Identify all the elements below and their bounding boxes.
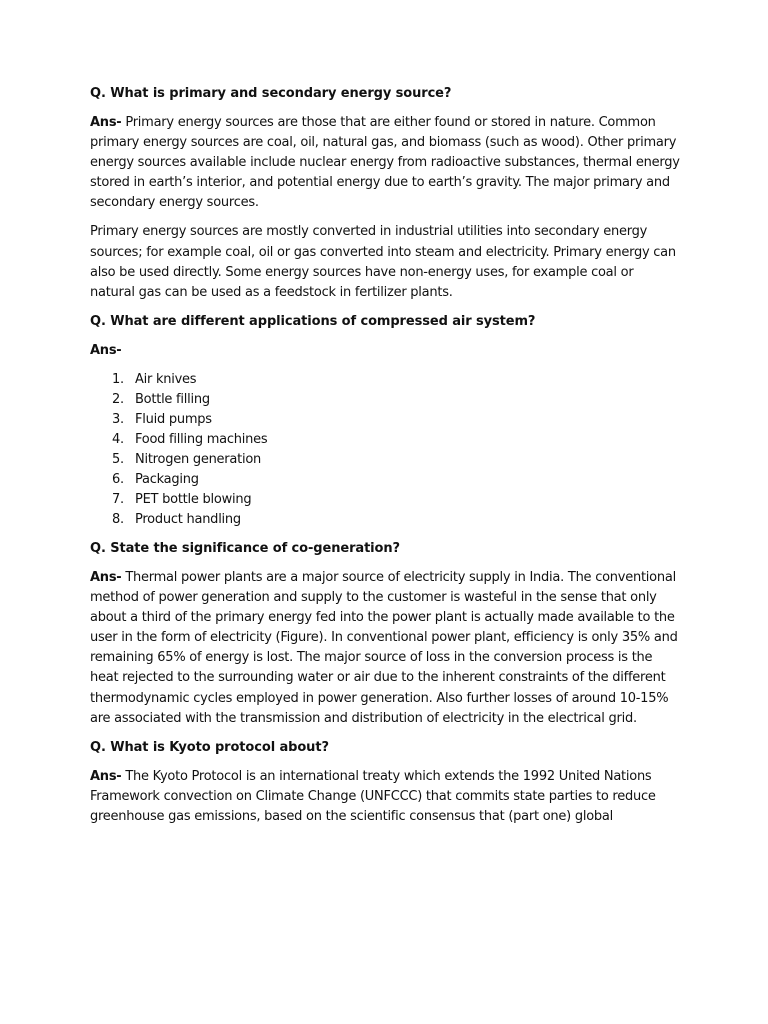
answer-paragraph: Primary energy sources are mostly converted in industrial utilities into secondary energy sources; for example coal, oil or gas converted into steam and electricity. Primary energy can also be used directly. Some energy sources have non-energy uses, for example coal or natural gas can be used as a feedstock in fertilizer plants. xyxy=(90,224,676,300)
document-page xyxy=(90,84,680,836)
list-item xyxy=(90,450,680,470)
answer-paragraph xyxy=(90,767,680,827)
answer-label: Ans- xyxy=(90,115,122,130)
list-text: PET bottle blowing xyxy=(135,491,252,507)
question-heading: Q. State the significance of co-generation? xyxy=(90,540,400,556)
list-number: 8. xyxy=(112,511,124,527)
list-text: Packaging xyxy=(135,471,199,487)
answer-paragraph xyxy=(90,113,680,213)
answer-label: Ans- xyxy=(90,569,122,585)
list-number: 7. xyxy=(112,491,124,507)
list-item xyxy=(90,430,680,450)
answer-label: Ans- xyxy=(90,768,122,784)
applications-list xyxy=(90,370,680,530)
list-number: 5. xyxy=(112,451,124,467)
list-number: 4. xyxy=(112,431,124,447)
list-text: Food filling machines xyxy=(135,431,268,447)
answer-label: Ans- xyxy=(90,342,122,358)
list-number: 3. xyxy=(112,411,124,427)
answer-text: Thermal power plants are a major source of electricity supply in India. The conventional method of power generation and supply to the customer is wasteful in the sense that only about a third of the primary energy fed into the power plant is actually made available to the user in the form of electricity (Figure). In conventional power plant, efficiency is only 35% and remaining 65% of energy is lost. The major source of loss in the conversion process is the heat rejected to the surrounding water or air due to the inherent constraints of the different thermodynamic cycles employed in power generation. Also further losses of around 10-15% are associated with the transmission and distribution of electricity in the electrical grid. xyxy=(90,569,678,726)
list-number: 1. xyxy=(112,371,124,387)
list-item xyxy=(90,510,680,530)
list-item xyxy=(90,490,680,510)
list-number: 6. xyxy=(112,471,124,487)
answer-text: Primary energy sources are those that are either found or stored in nature. Common primary energy sources are coal, oil, natural gas, and biomass (such as wood). Other primary energy sources available include nuclear energy from radioactive substances, thermal energy stored in earth’s interior, and potential energy due to earth’s gravity. The major primary and secondary energy sources. xyxy=(90,115,680,211)
list-text: Air knives xyxy=(135,371,197,387)
list-text: Bottle filling xyxy=(135,391,210,407)
list-text: Nitrogen generation xyxy=(135,451,262,467)
question-heading: Q. What are different applications of compressed air system? xyxy=(90,313,536,329)
question-heading: Q. What is Kyoto protocol about? xyxy=(90,739,329,755)
list-item xyxy=(90,370,680,390)
list-item xyxy=(90,390,680,410)
list-text: Product handling xyxy=(135,511,241,527)
list-number: 2. xyxy=(112,391,124,407)
question-heading: Q. What is primary and secondary energy source? xyxy=(90,86,452,101)
list-item xyxy=(90,470,680,490)
list-text: Fluid pumps xyxy=(135,411,212,427)
answer-text: The Kyoto Protocol is an international treaty which extends the 1992 United Nations Framework convection on Climate Change (UNFCCC) that commits state parties to reduce greenhouse gas emissions, based on the scientific consensus that (part one) global xyxy=(90,768,656,824)
list-item xyxy=(90,410,680,430)
answer-paragraph xyxy=(90,568,680,729)
